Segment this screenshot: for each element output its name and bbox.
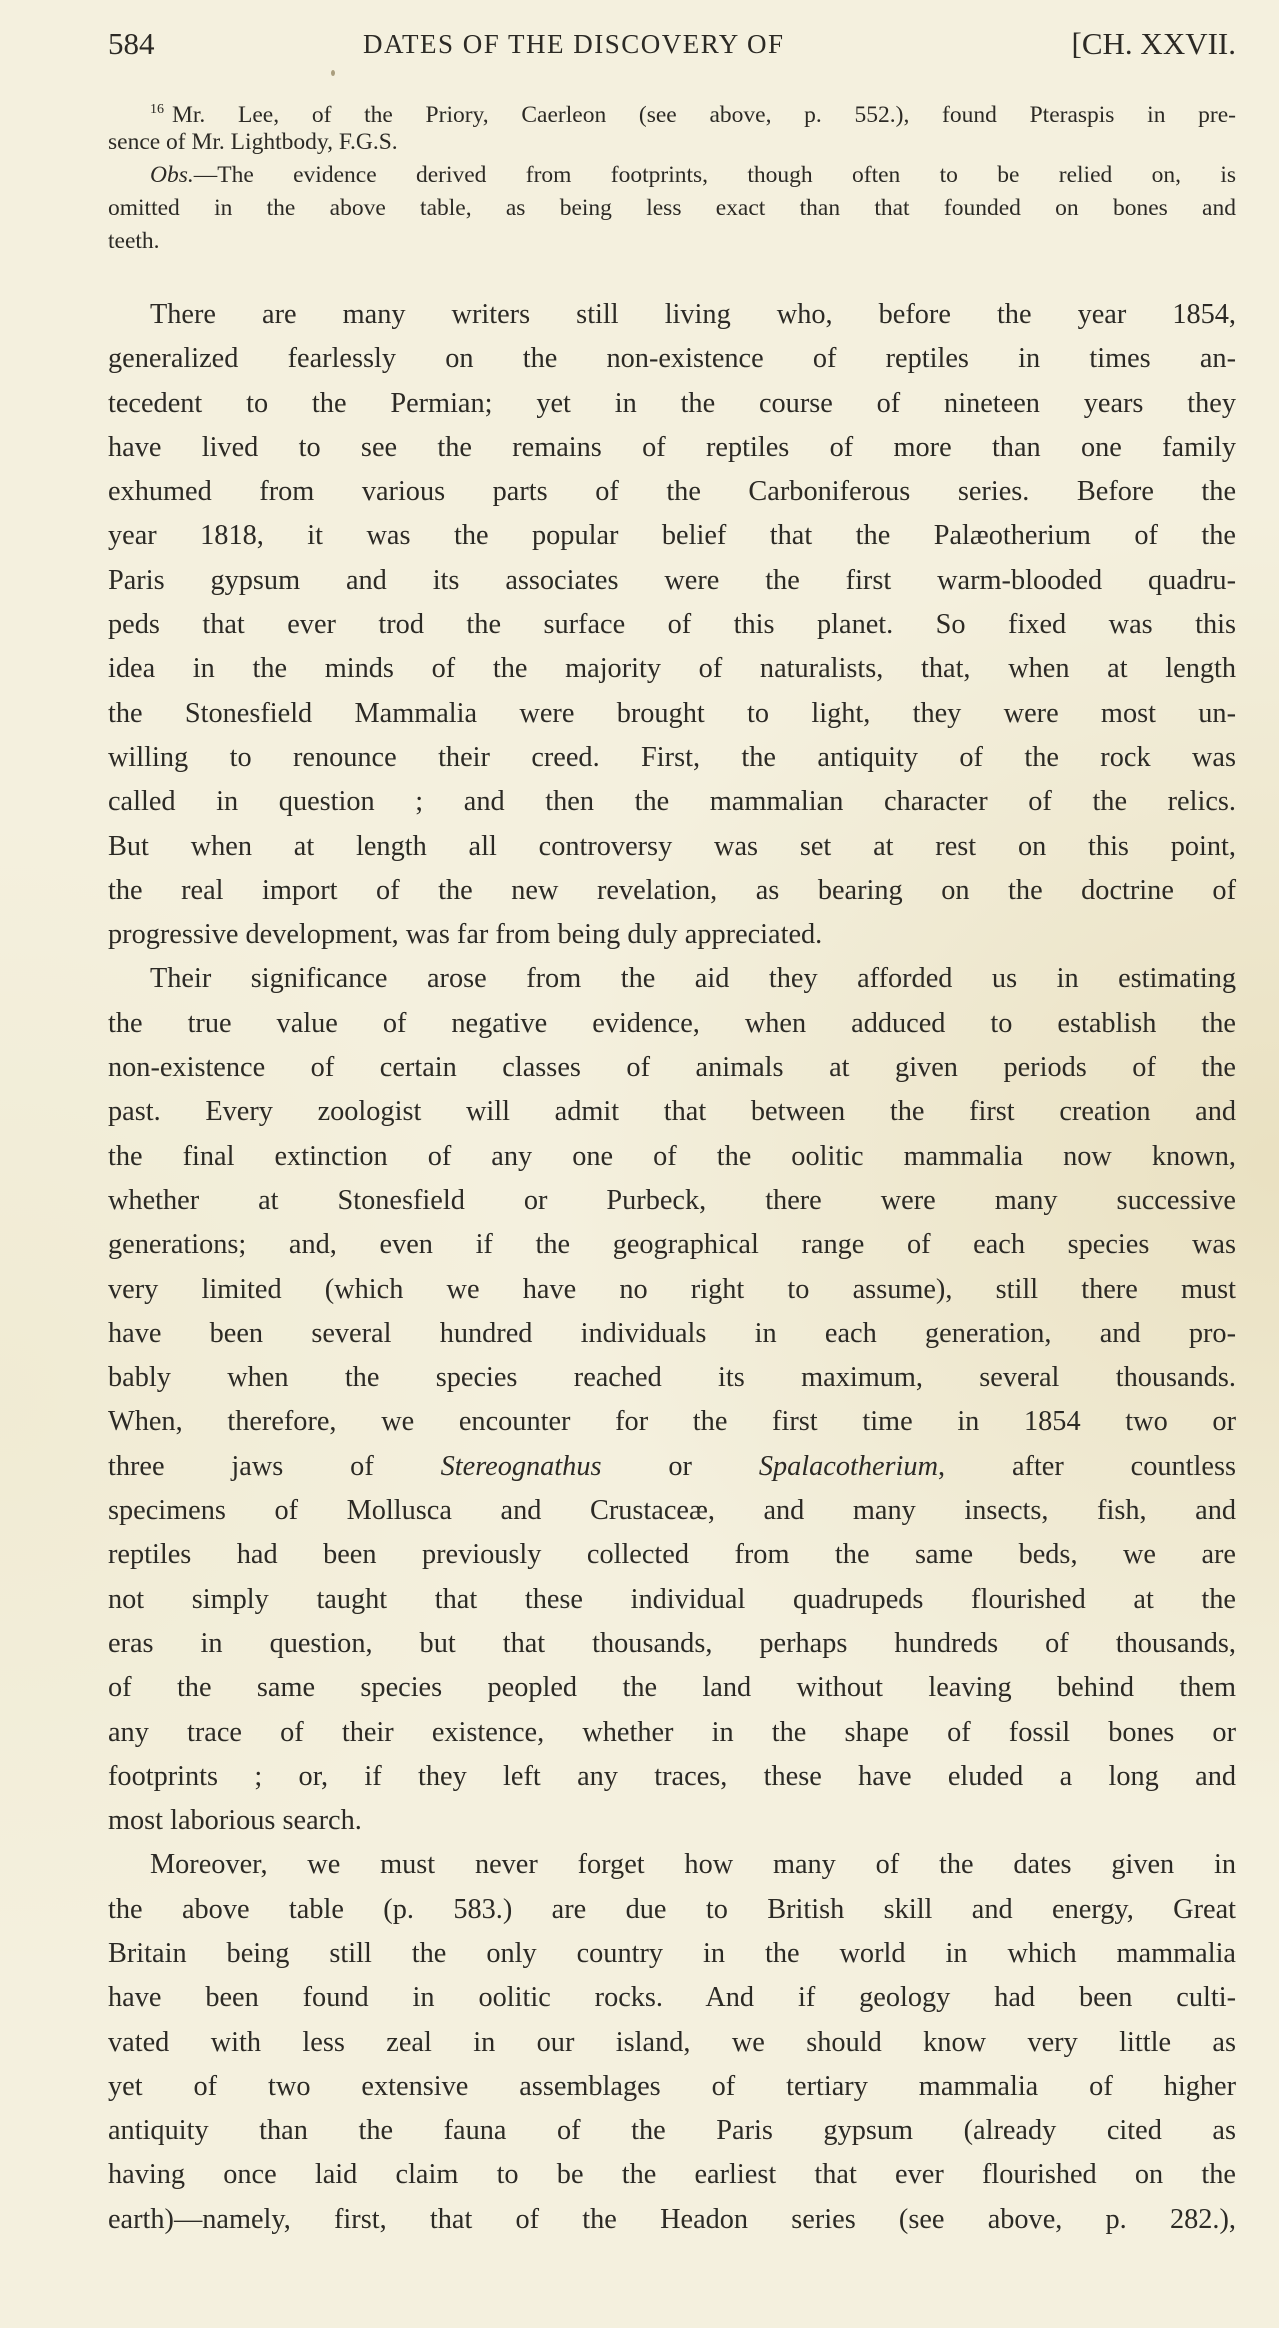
text-line: idea in the minds of the majority of naturalists, that, when at length [108, 653, 1236, 685]
running-head [108, 24, 1236, 64]
text-line: When, therefore, we encounter for the first time in 1854 two or [108, 1406, 1236, 1438]
text-line: vated with less zeal in our island, we should know very little as [108, 2026, 1236, 2058]
text-line: generations; and, even if the geographical range of each species was [108, 1229, 1236, 1261]
text-line: yet of two extensive assemblages of tertiary mammalia of higher [108, 2070, 1236, 2102]
text-line: progressive development, was far from being duly appreciated. [108, 919, 823, 951]
footnote-marker: 16 [150, 102, 164, 117]
text-line: Their significance arose from the aid they afforded us in estimating [150, 963, 1236, 995]
running-title: DATES OF THE DISCOVERY OF [363, 29, 785, 59]
text-line: year 1818, it was the popular belief that the Palæotherium of the [108, 520, 1236, 552]
body-text [108, 293, 1236, 2242]
text-line: specimens of Mollusca and Crustaceæ, and many insects, fish, and [108, 1495, 1236, 1527]
taxon-name: Spalacotherium [758, 1450, 939, 1482]
text-line: not simply taught that these individual quadrupeds flourished at the [108, 1583, 1236, 1615]
text-line: peds that ever trod the surface of this planet. So fixed was this [108, 609, 1236, 641]
observation-line [108, 192, 1236, 225]
observation-line [108, 159, 1236, 192]
paragraph [108, 957, 1236, 1843]
text-line: Moreover, we must never forget how many of the dates given in [150, 1849, 1236, 1881]
text-line: have been several hundred individuals in each generation, and pro- [108, 1317, 1236, 1349]
text-line: any trace of their existence, whether in the shape of fossil bones or [108, 1716, 1236, 1748]
text-line: tecedent to the Permian; yet in the course of nineteen years they [108, 387, 1236, 419]
text-line: past. Every zoologist will admit that between the first creation and [108, 1096, 1236, 1128]
text-line: There are many writers still living who, before the year 1854, [150, 299, 1236, 330]
text-line: the Stonesfield Mammalia were brought to light, they were most un- [108, 697, 1236, 729]
paper-blemish [331, 70, 335, 76]
observation-text: —The evidence derived from footprints, though often to be relied on, is [193, 162, 1236, 188]
text-line: the real import of the new revelation, as bearing on the doctrine of [108, 874, 1236, 906]
text-line: the above table (p. 583.) are due to British skill and energy, Great [108, 1893, 1236, 1925]
text-line: most laborious search. [108, 1805, 362, 1837]
text-line: very limited (which we have no right to assume), still there must [108, 1273, 1236, 1305]
text-line: of the same species peopled the land without leaving behind them [108, 1672, 1236, 1704]
text-line: have lived to see the remains of reptiles of more than one family [108, 431, 1236, 463]
text-line: antiquity than the fauna of the Paris gypsum (already cited as [108, 2115, 1236, 2147]
text-line: the final extinction of any one of the oolitic mammalia now known, [108, 1140, 1236, 1172]
footnote-text: Mr. Lee, of the Priory, Caerleon (see above, p. 552.), found Pteraspis in pre- [172, 102, 1236, 128]
text-line: having once laid claim to be the earliest that ever flourished on the [108, 2159, 1236, 2191]
text-line: exhumed from various parts of the Carboniferous series. Before the [108, 476, 1236, 508]
footnote-line [108, 126, 1236, 159]
text-line: bably when the species reached its maximum, several thousands. [108, 1362, 1236, 1394]
text-run: or [601, 1450, 759, 1482]
footnote-text: sence of Mr. Lightbody, F.G.S. [108, 129, 398, 155]
text-line: But when at length all controversy was set at rest on this point, [108, 830, 1236, 862]
text-line: non-existence of certain classes of animals at given periods of the [108, 1052, 1236, 1084]
observation-text: omitted in the above table, as being less exact than that founded on bones and [108, 195, 1236, 221]
observation-label: Obs. [150, 162, 194, 188]
text-line: Britain being still the only country in the world in which mammalia [108, 1937, 1236, 1969]
observation-line [108, 225, 1236, 258]
text-line: eras in question, but that thousands, perhaps hundreds of thousands, [108, 1627, 1236, 1659]
text-line: whether at Stonesfield or Purbeck, there were many successive [108, 1184, 1236, 1216]
paragraph [108, 293, 1236, 957]
text-line: willing to renounce their creed. First, the antiquity of the rock was [108, 741, 1236, 773]
text-line: the true value of negative evidence, when adduced to establish the [108, 1007, 1236, 1039]
observation-text: teeth. [108, 228, 160, 254]
text-run: three jaws of [108, 1450, 441, 1482]
page-number: 584 [108, 26, 155, 61]
footnotes [108, 93, 1236, 258]
text-line: footprints ; or, if they left any traces, these have eluded a long and [108, 1760, 1236, 1792]
text-line: earth)—namely, first, that of the Headon series (see above, p. 282.), [108, 2203, 1236, 2235]
text-line: have been found in oolitic rocks. And if geology had been culti- [108, 1982, 1236, 2014]
chapter-label: [CH. XXVII. [1071, 26, 1236, 61]
text-line: Paris gypsum and its associates were the first warm-blooded quadru- [108, 564, 1236, 596]
text-line: generalized fearlessly on the non-existence of reptiles in times an- [108, 343, 1236, 375]
paragraph [108, 1843, 1236, 2242]
footnote-line [108, 93, 1236, 126]
text-line: called in question ; and then the mammalian character of the relics. [108, 786, 1236, 818]
text-run: , after countless [938, 1450, 1236, 1482]
taxon-name: Stereognathus [440, 1450, 602, 1482]
text-line [108, 1445, 1236, 1489]
text-line: reptiles had been previously collected from the same beds, we are [108, 1539, 1236, 1571]
